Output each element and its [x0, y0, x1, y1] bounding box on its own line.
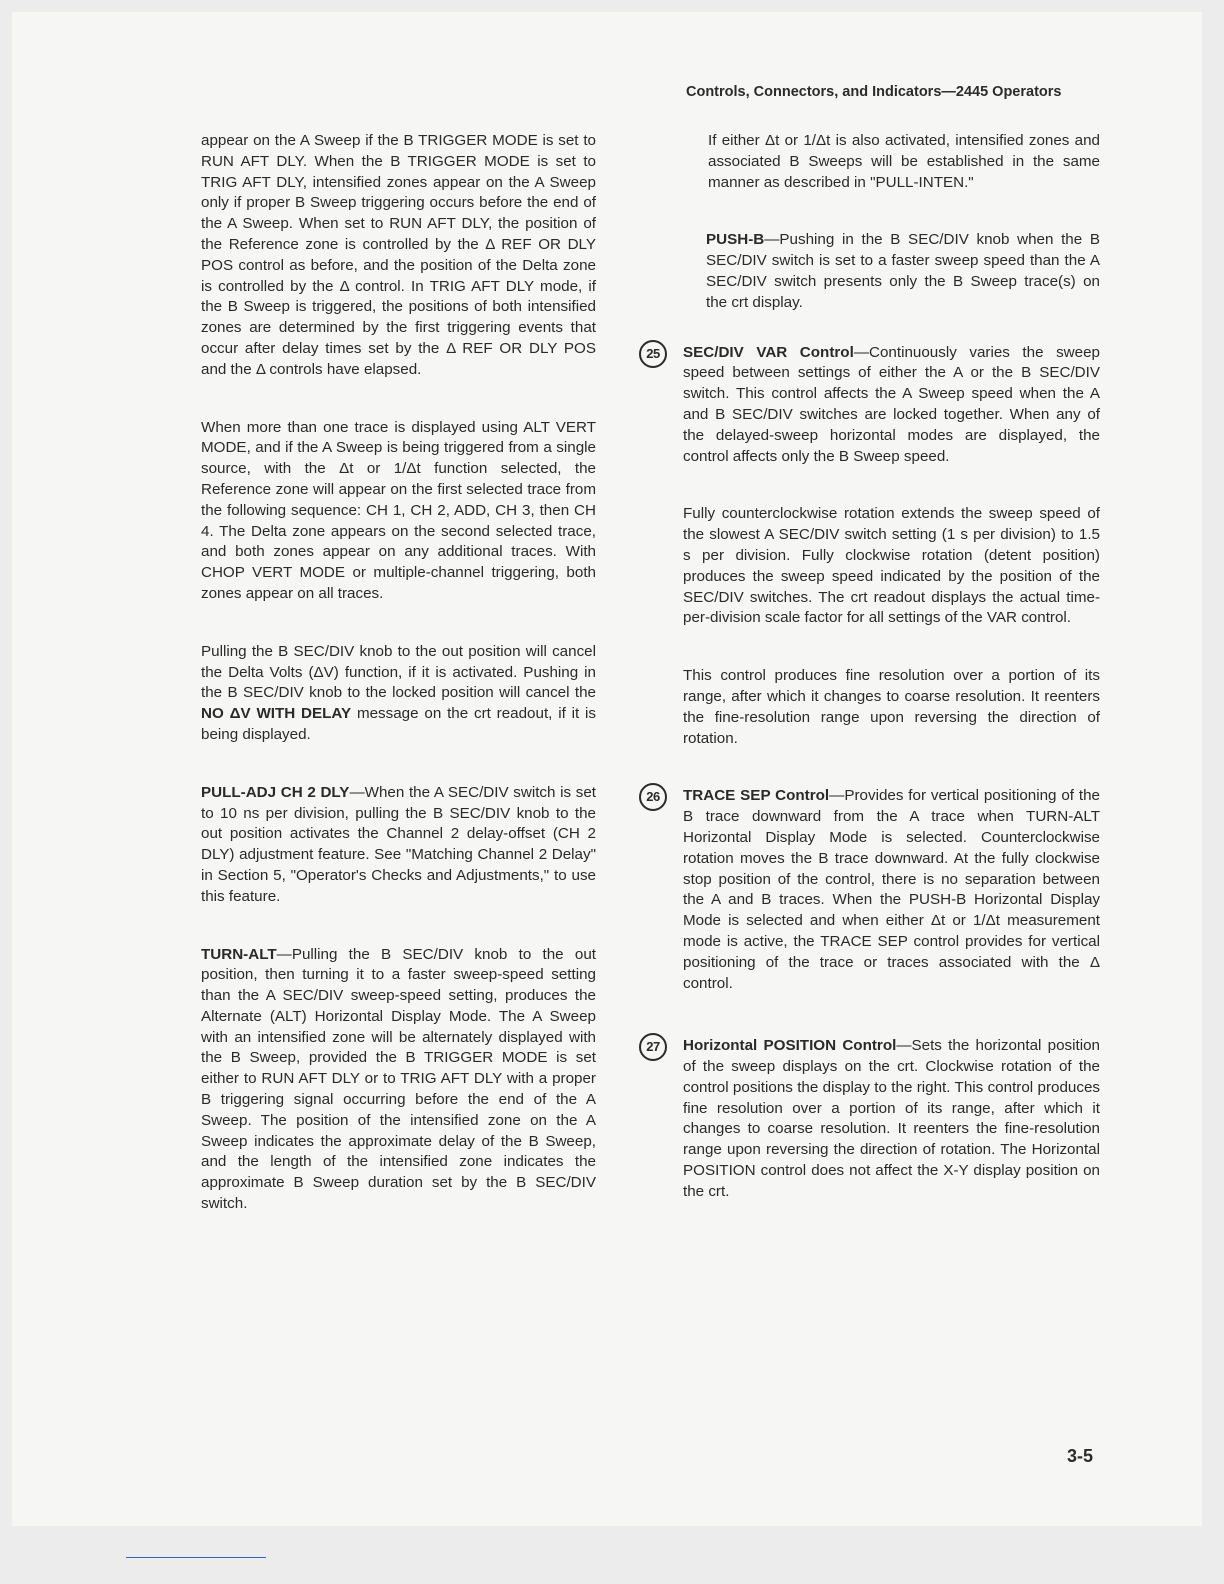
paragraph	[201, 945, 596, 1215]
term-heading: TURN-ALT	[201, 945, 277, 963]
footer-rule	[126, 1557, 266, 1558]
callout-number: 27	[639, 1033, 667, 1061]
paragraph: Fully counterclockwise rotation extends the sweep speed of the slowest A SEC/DIV switch setting (1 s per division) to 1.5 s per division. Fully clockwise rotation (detent position) produces the sweep speed indicated by the position of the SEC/DIV switches. The crt readout displays the actual time-per-division scale factor for all settings of the VAR control.	[683, 505, 1100, 627]
paragraph	[683, 343, 1100, 468]
paragraph	[201, 642, 596, 746]
callout-number: 26	[639, 783, 667, 811]
control-title: SEC/DIV VAR Control	[683, 343, 854, 361]
control-title: Horizontal POSITION Control	[683, 1037, 897, 1055]
paragraph-text: —Provides for vertical positioning of the B trace downward from the A trace when TURN-ALT Horizontal Display Mode is selected. Counterclockwise rotation moves the B trace downward. At the fully clockwise stop position of the control, there is no separation between the A and B traces. When the PUSH-B Horizontal Display Mode is selected and when either Δt or 1/Δt measurement mode is active, the TRACE SEP control provides for vertical positioning of the trace or traces associated with the Δ control.	[683, 787, 1100, 992]
running-header: Controls, Connectors, and Indicators—2445 Operators	[686, 84, 1062, 100]
paragraph-text: Pulling the B SEC/DIV knob to the out position will cancel the Delta Volts (ΔV) function, if it is activated. Pushing in the B SEC/DIV knob to the locked position will cancel the	[201, 642, 596, 702]
control-item-26	[646, 786, 1100, 994]
paragraph-text: —Pushing in the B SEC/DIV knob when the B SEC/DIV switch is set to a faster sweep speed than the A SEC/DIV switch presents only the B Sweep trace(s) on the crt display.	[706, 231, 1100, 311]
term-heading: PULL-ADJ CH 2 DLY	[201, 783, 350, 801]
page-number: 3-5	[1067, 1446, 1094, 1466]
term-heading: PUSH-B	[706, 231, 765, 249]
control-item-25	[646, 343, 1100, 468]
right-column	[646, 131, 1100, 1203]
paragraph: When more than one trace is displayed using ALT VERT MODE, and if the A Sweep is being triggered from a single source, with the Δt or 1/Δt function selected, the Reference zone will appear on the first selected trace from the following sequence: CH 1, CH 2, ADD, CH 3, then CH 4. The Delta zone appears on the second selected trace, and both zones appear on any additional traces. With CHOP VERT MODE or multiple-channel triggering, both zones appear on all traces.	[201, 418, 596, 602]
control-title: TRACE SEP Control	[683, 787, 830, 805]
paragraph-text: —Sets the horizontal position of the sweep displays on the crt. Clockwise rotation of the control positions the display to the right. This control produces fine resolution over a portion of its range, after which it changes to coarse resolution. It reenters the fine-resolution range upon reversing the direction of rotation. The Horizontal POSITION control does not affect the X-Y display position on the crt.	[683, 1037, 1100, 1200]
paragraph-text: —When the A SEC/DIV switch is set to 10 ns per division, pulling the B SEC/DIV knob to the out position activates the Channel 2 delay-offset (CH 2 DLY) adjustment feature. See "Matching Channel 2 Delay" in Section 5, "Operator's Checks and Adjustments," to use this feature.	[201, 783, 596, 905]
paragraph: appear on the A Sweep if the B TRIGGER MODE is set to RUN AFT DLY. When the B TRIGGER MODE is set to TRIG AFT DLY, intensified zones appear on the A Sweep only if proper B Sweep triggering occurs before the end of the A Sweep. When set to RUN AFT DLY, the position of the Reference zone is controlled by the Δ REF OR DLY POS control as before, and the position of the Delta zone is controlled by the Δ control. In TRIG AFT DLY mode, if the B Sweep is triggered, the positions of both intensified zones are determined by the first triggering events that occur after delay times set by the Δ REF OR DLY POS and the Δ controls have elapsed.	[201, 132, 596, 378]
paragraph-text: —Continuously varies the sweep speed between settings of either the A or the B SEC/DIV switch. This control affects the A Sweep speed when the A and B SEC/DIV switches are locked together. When any of the delayed-sweep horizontal modes are displayed, the control affects only the B Sweep speed.	[683, 343, 1100, 465]
paragraph	[683, 1036, 1100, 1202]
readout-message: NO ΔV WITH DELAY	[201, 705, 352, 723]
paragraph	[706, 230, 1100, 313]
left-column	[201, 131, 596, 1215]
paragraph: If either Δt or 1/Δt is also activated, intensified zones and associated B Sweeps will be established in the same manner as described in "PULL-INTEN."	[708, 132, 1100, 191]
paragraph-text: message on the crt readout, if it is being displayed.	[201, 705, 596, 743]
paragraph	[683, 786, 1100, 994]
paragraph	[201, 783, 596, 908]
callout-number: 25	[639, 340, 667, 368]
control-item-27	[646, 1036, 1100, 1202]
paragraph-text: —Pulling the B SEC/DIV knob to the out position, then turning it to a faster sweep-speed setting than the A SEC/DIV sweep-speed setting, produces the Alternate (ALT) Horizontal Display Mode. The A Sweep with an intensified zone will be alternately displayed with the B Sweep, provided the B TRIGGER MODE is set either to RUN AFT DLY or to TRIG AFT DLY with a proper B triggering signal occurring before the end of the A Sweep. The position of the intensified zone on the A Sweep indicates the approximate delay of the B Sweep, and the length of the intensified zone indicates the approximate B Sweep duration set by the B SEC/DIV switch.	[201, 945, 596, 1213]
paragraph: This control produces fine resolution over a portion of its range, after which it changes to coarse resolution. It reenters the fine-resolution range upon reversing the direction of rotation.	[683, 667, 1100, 747]
